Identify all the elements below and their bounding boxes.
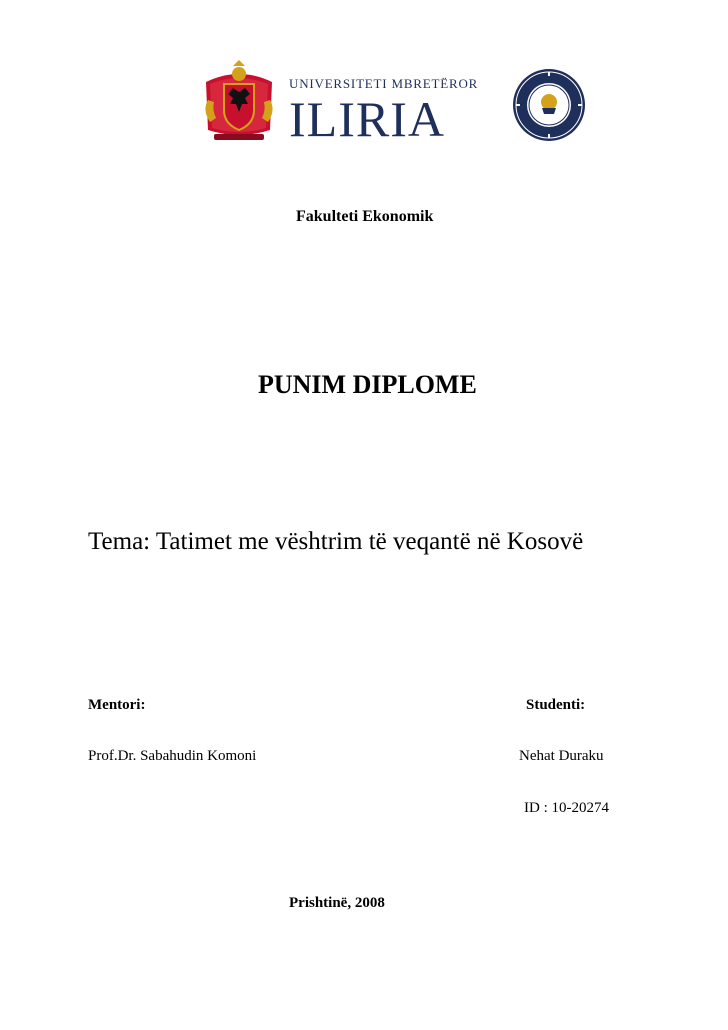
- faculty-name: Fakulteti Ekonomik: [296, 208, 434, 225]
- student-id: ID : 10-20274: [524, 800, 609, 816]
- document-title: PUNIM DIPLOME: [258, 370, 477, 399]
- university-name: ILIRIA: [289, 91, 445, 147]
- place-and-date: Prishtinë, 2008: [289, 895, 385, 911]
- university-seal-icon: [512, 68, 586, 142]
- student-name: Nehat Duraku: [519, 748, 604, 764]
- eagle-crest-icon: [200, 60, 278, 144]
- mentor-name: Prof.Dr. Sabahudin Komoni: [88, 748, 257, 764]
- university-subtitle: UNIVERSITETI MBRETËROR: [289, 76, 479, 91]
- university-wordmark: [289, 76, 499, 147]
- mentor-label: Mentori:: [88, 697, 146, 713]
- student-label: Studenti:: [526, 697, 586, 713]
- thesis-topic: Tema: Tatimet me vështrim të veqantë në Kosovë: [88, 528, 584, 555]
